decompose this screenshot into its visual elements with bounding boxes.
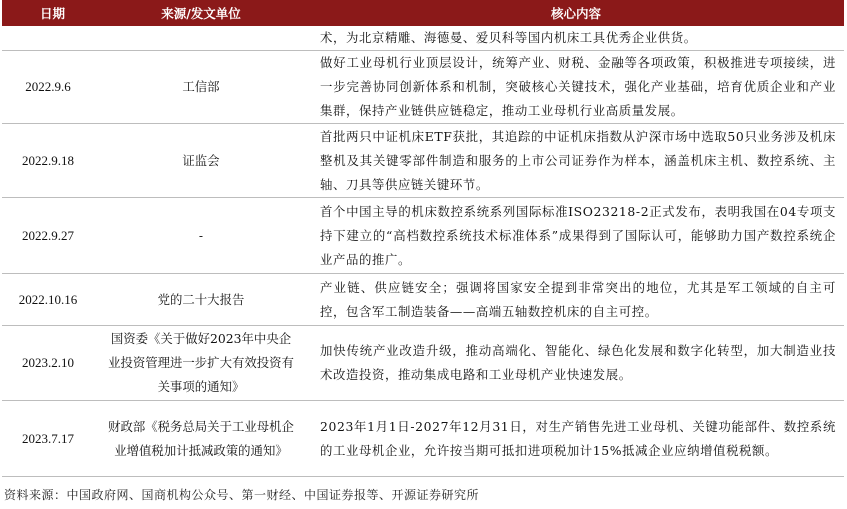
source-footnote: 资料来源：中国政府网、国商机构公众号、第一财经、中国证券报等、开源证券研究所 — [4, 488, 480, 502]
table-row — [2, 51, 844, 124]
table-row — [2, 274, 844, 326]
policy-table — [2, 0, 844, 477]
source-cell: 工信部 — [94, 51, 308, 124]
source-cell: 国资委《关于做好2023年中央企业投资管理进一步扩大有效投资有关事项的通知》 — [94, 326, 308, 401]
source-cell: - — [94, 198, 308, 274]
header-source: 来源/发文单位 — [94, 0, 308, 26]
table-row — [2, 124, 844, 198]
content-cell: 做好工业母机行业顶层设计，统筹产业、财税、金融等各项政策，积极推进专项接续，进一步完善协同创新体系和机制，突破核心关键技术，强化产业基础，培育优质企业和产业集群，保持产业链供应链稳定，推动工业母机行业高质量发展。 — [308, 51, 844, 124]
content-cell: 加快传统产业改造升级，推动高端化、智能化、绿色化发展和数字化转型，加大制造业技术改造投资，推动集成电路和工业母机产业快速发展。 — [308, 326, 844, 401]
table-row-continuation — [2, 26, 844, 51]
date-cell — [2, 26, 94, 51]
date-cell: 2023.7.17 — [2, 401, 94, 477]
header-content: 核心内容 — [308, 0, 844, 26]
source-cell: 党的二十大报告 — [94, 274, 308, 326]
date-cell: 2022.10.16 — [2, 274, 94, 326]
date-cell: 2023.2.10 — [2, 326, 94, 401]
table-row — [2, 326, 844, 401]
content-cell: 首批两只中证机床ETF获批，其追踪的中证机床指数从沪深市场中选取50只业务涉及机床整机及其关键零部件制造和服务的上市公司证券作为样本，涵盖机床主机、数控系统、主轴、刀具等供应链关键环节。 — [308, 124, 844, 198]
source-cell — [94, 26, 308, 51]
content-cell: 产业链、供应链安全；强调将国家安全提到非常突出的地位，尤其是军工领域的自主可控，包含军工制造装备——高端五轴数控机床的自主可控。 — [308, 274, 844, 326]
table-header-row — [2, 0, 844, 26]
date-cell: 2022.9.6 — [2, 51, 94, 124]
header-date: 日期 — [2, 0, 94, 26]
content-cell: 首个中国主导的机床数控系统系列国际标准ISO23218-2正式发布，表明我国在04专项支持下建立的“高档数控系统技术标准体系”成果得到了国际认可，能够助力国产数控系统企业产品的推广。 — [308, 198, 844, 274]
table-row — [2, 401, 844, 477]
source-cell: 财政部《税务总局关于工业母机企业增值税加计抵减政策的通知》 — [94, 401, 308, 477]
continuation-text: 术，为北京精雕、海德曼、爱贝科等国内机床工具优秀企业供货。 — [308, 26, 844, 51]
content-cell: 2023年1月1日-2027年12月31日，对生产销售先进工业母机、关键功能部件、数控系统的工业母机企业，允许按当期可抵扣进项税加计15%抵减企业应纳增值税税额。 — [308, 401, 844, 477]
date-cell: 2022.9.27 — [2, 198, 94, 274]
date-cell: 2022.9.18 — [2, 124, 94, 198]
table-row — [2, 198, 844, 274]
source-cell: 证监会 — [94, 124, 308, 198]
